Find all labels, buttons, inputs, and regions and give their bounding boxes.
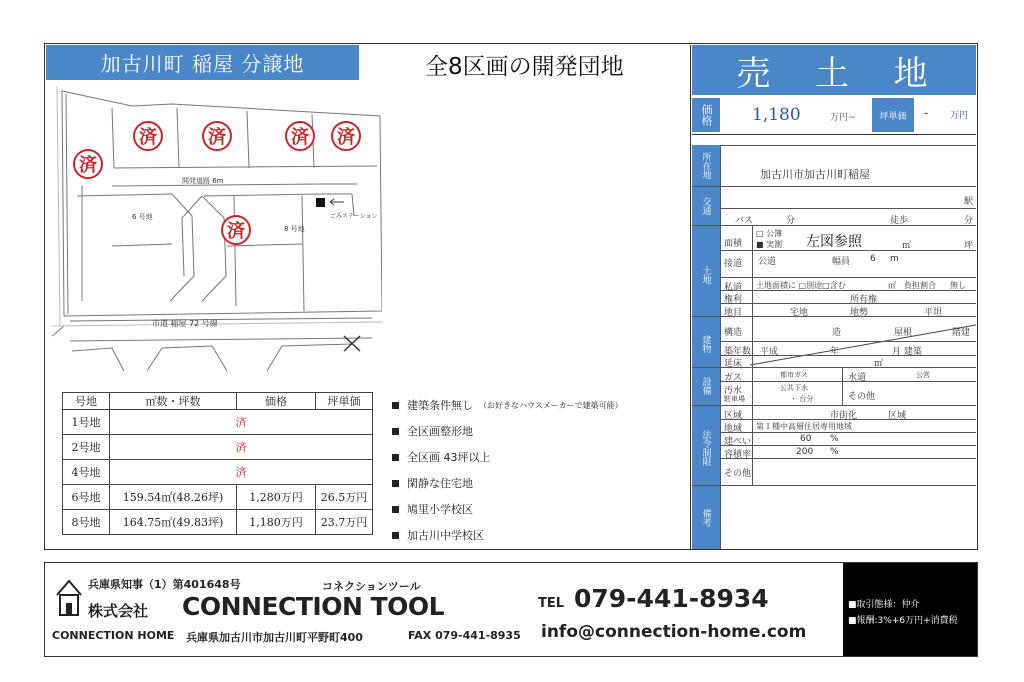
sold-mark: 済 (110, 410, 373, 435)
col-header-no: 号地 (63, 393, 110, 410)
col-header-area: ㎡数・坪数 (110, 393, 237, 410)
table-row: 4号地 済 (63, 460, 373, 485)
sold-mark: 済 (110, 435, 373, 460)
facility-section-label: 設備 (700, 377, 711, 395)
building-cross-out (720, 317, 976, 367)
headline: 全8区画の開発団地 (425, 54, 624, 80)
station-label: 駅 (964, 197, 974, 207)
lots-table (62, 392, 373, 535)
tsubo-price-label: 坪単価 (872, 98, 914, 132)
feature-item: 鳩里小学校区 (392, 496, 682, 522)
feature-item: 全区画 43坪以上 (392, 444, 682, 470)
phone-number: 079-441-8934 (574, 584, 769, 613)
law-section-label: 法令制限 (700, 430, 711, 466)
sold-stamp-5: 済 (331, 121, 361, 151)
table-row: 1号地 済 (63, 410, 373, 435)
sold-stamp-2: 済 (133, 121, 163, 151)
email-address: info@connection-home.com (541, 622, 807, 642)
company-name: CONNECTION TOOL (182, 592, 445, 621)
table-header-row (63, 393, 373, 410)
terms-box (843, 563, 977, 656)
transport-section-label: 交通 (700, 197, 711, 215)
garbage-station-marker (316, 198, 325, 207)
price-label: 価格 (692, 98, 720, 132)
fax-number: FAX 079-441-8935 (408, 629, 521, 642)
sold-stamp-4: 済 (285, 121, 315, 151)
company-address: 兵庫県加古川市加古川町平野町400 (186, 631, 363, 644)
tsubo-price-value: - (924, 106, 929, 120)
location-value: 加古川市加古川町稲屋 (760, 168, 870, 181)
price-value: 1,180 (752, 105, 801, 125)
listing-title: 加古川町 稲屋 分譲地 (46, 45, 359, 80)
price-row (692, 96, 976, 135)
tel-label: TEL (538, 596, 565, 611)
road-label: 開発道路 6m (182, 177, 224, 185)
lot-8-label: 8 号地 (284, 225, 305, 233)
sold-stamp-6: 済 (221, 215, 251, 245)
sold-stamp-3: 済 (202, 121, 232, 151)
table-row: 8号地 164.75㎡(49.83坪) 1,180万円 23.7万円 (63, 510, 373, 535)
land-section-label: 土地 (700, 266, 711, 284)
sold-mark: 済 (110, 460, 373, 485)
table-row: 2号地 済 (63, 435, 373, 460)
company-kana: コネクションツール (322, 580, 421, 593)
garbage-label: ごみステーション (330, 213, 378, 220)
tsubo-price-unit: 万円 (950, 111, 969, 121)
license-number: 兵庫県知事（1）第401648号 (88, 578, 241, 591)
feature-item: 加古川中学校区 (392, 522, 682, 548)
feature-item: 閑静な住宅地 (392, 470, 682, 496)
sold-stamp-1: 済 (73, 149, 103, 179)
lot-6-label: 6 号地 (132, 213, 153, 221)
location-section-label: 所在地 (700, 151, 711, 179)
transaction-type: ■取引態様：仲介 (848, 600, 920, 610)
feature-item: 建築条件無し （お好きなハウスメーカーで建築可能） (392, 392, 682, 418)
area-value: 左図参照 (806, 234, 862, 250)
for-sale-banner: 売 土 地 (692, 45, 976, 95)
house-logo-icon (54, 575, 84, 623)
brand-name: CONNECTION HOME (52, 629, 175, 642)
city-road-label: 市道 稲屋 72 号線 (152, 319, 218, 328)
building-section-label: 建物 (700, 335, 711, 353)
table-row: 6号地 159.54㎡(48.26坪) 1,280万円 26.5万円 (63, 485, 373, 510)
price-unit: 万円~ (830, 113, 856, 123)
company-prefix: 株式会社 (88, 602, 149, 620)
remarks-section-label: 備考 (700, 509, 711, 527)
features-list (392, 392, 682, 548)
col-header-price: 価格 (237, 393, 316, 410)
col-header-tsubo: 坪単価 (316, 393, 373, 410)
commission: ■報酬:3%+6万円+消費税 (848, 616, 958, 626)
feature-item: 全区画整形地 (392, 418, 682, 444)
